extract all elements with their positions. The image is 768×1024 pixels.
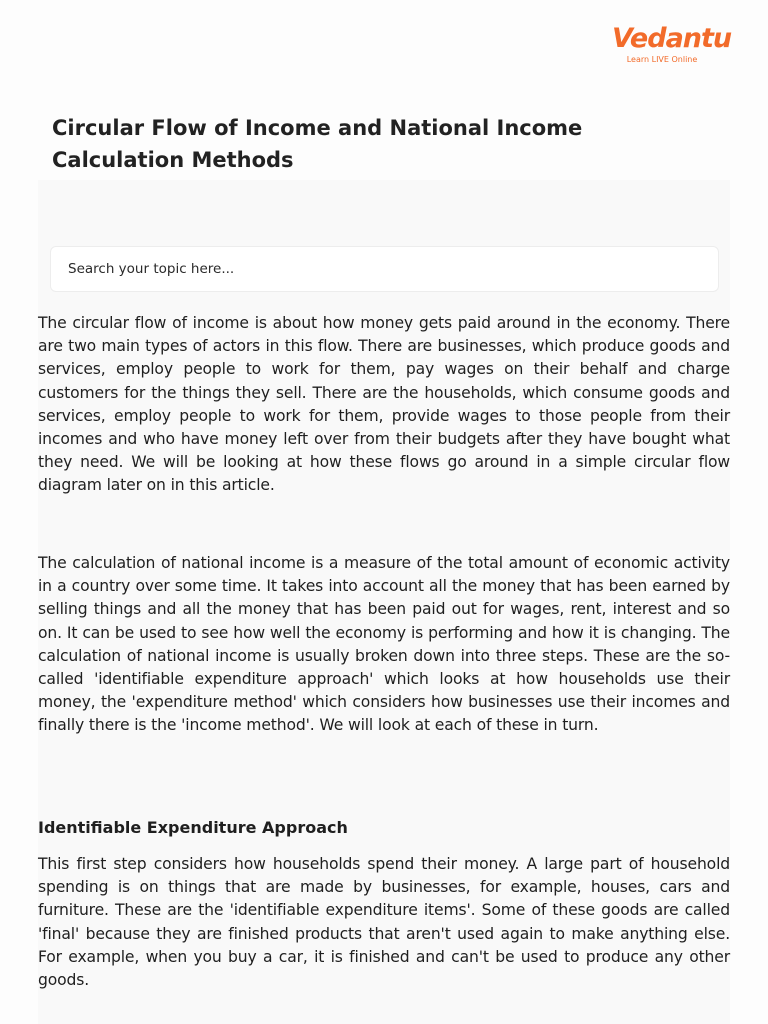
section-heading: Identifiable Expenditure Approach xyxy=(38,818,348,837)
page-title: Circular Flow of Income and National Income Calculation Methods xyxy=(52,116,583,172)
paragraph-identifiable-expenditure: This first step considers how households spend their money. A large part of household spending is on things that are made by businesses, for example, houses, cars and furniture. These are the 'identifiable expenditure items'. Some of these goods are called 'final' because they are finished products that aren't used again to make anything else. For example, when you buy a car, it is finished and can't be used to produce any other goods. xyxy=(38,855,730,990)
search-box[interactable] xyxy=(50,246,719,292)
search-input[interactable] xyxy=(66,260,703,278)
paragraph-circular-flow: The circular flow of income is about how money gets paid around in the economy. There are two main types of actors in this flow. There are businesses, which produce goods and services, employ people to work for them, pay wages on their behalf and charge customers for the things they sell. There are the households, which consume goods and services, employ people to work for them, provide wages to those people from their incomes and who have money left over from their budgets after they have bought what they need. We will be looking at how these flows go around in a simple circular flow diagram later on in this article. xyxy=(38,314,730,495)
logo-wordmark: Vedantu xyxy=(612,23,732,54)
paragraph-national-income: The calculation of national income is a measure of the total amount of economic activity in a country over some time. It takes into account all the money that has been earned by selling things and all the money that has been paid out for wages, rent, interest and so on. It can be used to see how well the economy is performing and how it is changing. The calculation of national income is usually broken down into three steps. These are the so-called 'identifiable expenditure approach' which looks at how households use their money, the 'expenditure method' which considers how businesses use their incomes and finally there is the 'income method'. We will look at each of these in turn. xyxy=(38,554,730,735)
vedantu-logo[interactable] xyxy=(612,23,732,72)
logo-tagline: Learn LIVE Online xyxy=(626,55,698,64)
